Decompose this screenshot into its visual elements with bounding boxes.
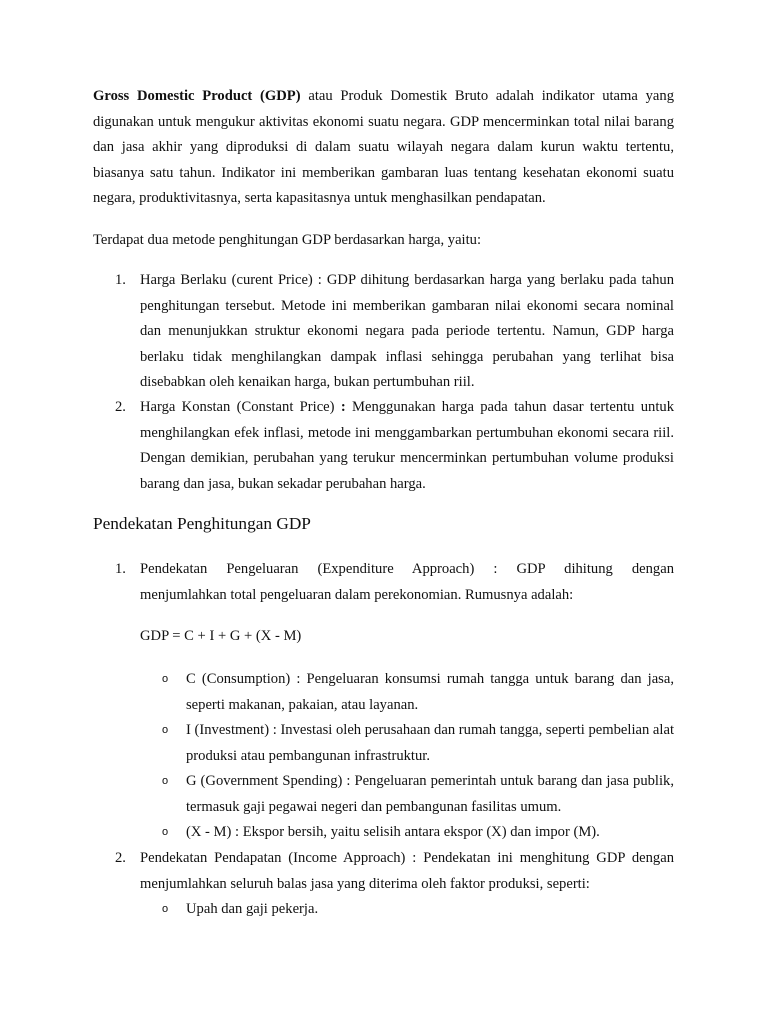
intro-paragraph: [93, 84, 674, 212]
approach-line: Pendekatan Pengeluaran (Expenditure Approach) : GDP dihitung dengan: [140, 561, 674, 577]
method-text: Harga Berlaku (curent Price) : GDP dihitung berdasarkan harga yang berlaku pada tahun penghitungan tersebut. Metode ini memberikan gambaran nilai ekonomi secara nominal dan menunjukkan struktur ekonomi negara pada periode tertentu. Namun, GDP harga berlaku tidak menghilangkan dampak inflasi sehingga perubahan yang terlihat bisa disebabkan oleh kenaikan harga, bukan pertumbuhan riil.: [140, 272, 674, 391]
bullet-mark: o: [162, 673, 169, 685]
component-text: I (Investment) : Investasi oleh perusahaan dan rumah tangga, seperti pembelian alat produksi atau pembangunan infrastruktur.: [186, 722, 674, 764]
bullet-mark: o: [162, 724, 169, 736]
income-text: Upah dan gaji pekerja.: [186, 901, 319, 917]
approach-number: 2.: [115, 850, 126, 866]
method-number: 1.: [115, 272, 126, 288]
bullet-mark: o: [162, 826, 169, 838]
gdp-formula: GDP = C + I + G + (X - M): [140, 628, 302, 644]
method-number: 2.: [115, 399, 126, 415]
method-text-b: Menggunakan harga pada tahun dasar tertentu untuk menghilangkan efek inflasi, metode ini menggambarkan pertumbuhan ekonomi secara riil. Dengan demikian, perubahan yang terukur mencerminkan pertumbuhan volume produksi barang dan jasa, bukan sekadar perubahan harga.: [140, 399, 675, 492]
approach-line: menjumlahkan total pengeluaran dalam perekonomian. Rumusnya adalah:: [140, 586, 574, 603]
component-text: C (Consumption) : Pengeluaran konsumsi rumah tangga untuk barang dan jasa, seperti makanan, pakaian, atau layanan.: [186, 671, 674, 713]
approach-text: [140, 557, 674, 608]
approach-number: 1.: [115, 561, 126, 577]
section-heading: Pendekatan Penghitungan GDP: [93, 514, 311, 533]
method-colon: :: [340, 399, 346, 415]
bullet-mark: o: [162, 903, 169, 915]
bullet-mark: o: [162, 775, 169, 787]
component-text: G (Government Spending) : Pengeluaran pemerintah untuk barang dan jasa publik, termasuk gaji pegawai negeri dan pembangunan fasilitas umum.: [186, 773, 674, 815]
approach-text: Pendekatan Pendapatan (Income Approach) : Pendekatan ini menghitung GDP dengan menjumlahkan seluruh balas jasa yang diterima oleh faktor produksi, seperti:: [140, 850, 674, 892]
method-text: [140, 395, 674, 497]
methods-intro: Terdapat dua metode penghitungan GDP berdasarkan harga, yaitu:: [93, 232, 482, 248]
method-text-a: Harga Konstan (Constant Price): [140, 399, 341, 415]
intro-bold-term: Gross Domestic Product (GDP): [93, 88, 301, 104]
component-text: (X - M) : Ekspor bersih, yaitu selisih antara ekspor (X) dan impor (M).: [186, 824, 600, 840]
intro-text: atau Produk Domestik Bruto adalah indikator utama yang digunakan untuk mengukur aktivitas ekonomi suatu negara. GDP mencerminkan total nilai barang dan jasa akhir yang diproduksi di dalam suatu wilayah negara dalam kurun waktu tertentu, biasanya satu tahun. Indikator ini memberikan gambaran luas tentang kesehatan ekonomi suatu negara, produktivitasnya, serta kapasitasnya untuk menghasilkan pendapatan.: [93, 88, 674, 207]
